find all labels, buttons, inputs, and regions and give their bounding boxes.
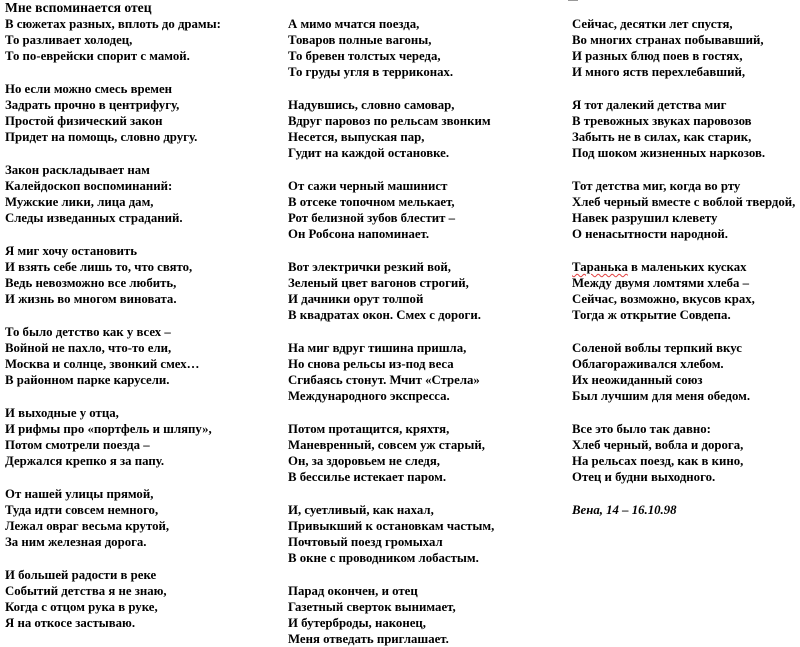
poem-line: Потом протащится, кряхтя, — [288, 422, 450, 436]
poem-line: И взять себе лишь то, что свято, — [5, 260, 193, 274]
stanza-gap — [288, 566, 558, 583]
poem-line: Лежал овраг весьма крутой, — [5, 519, 170, 533]
poem-line: Надувшись, словно самовар, — [288, 98, 455, 112]
poem-line: В окне с проводником лобастым. — [288, 551, 479, 565]
poem-line: Соленой воблы терпкий вкус — [572, 341, 742, 355]
poem-line: Меня отведать приглашает. — [288, 632, 449, 646]
stanza — [5, 567, 275, 631]
poem-line: Придет на помощь, словно другу. — [5, 130, 198, 144]
stanza — [5, 324, 275, 388]
stanza — [5, 81, 275, 145]
poem-line: Сейчас, десятки лет спустя, — [572, 17, 733, 31]
poem-line: А мимо мчатся поезда, — [288, 17, 420, 31]
top-rule — [568, 0, 578, 1]
stanza-gap — [5, 64, 275, 81]
poem-line: В бессилье истекает паром. — [288, 470, 447, 484]
stanza-gap — [5, 226, 275, 243]
poem-line: Когда с отцом рука в руке, — [5, 600, 158, 614]
poem-line: Во многих странах побывавший, — [572, 33, 764, 47]
stanza — [572, 259, 800, 323]
poem-line: Простой физический закон — [5, 114, 163, 128]
poem-line: Рот белизной зубов блестит – — [288, 211, 456, 225]
signature-date: Вена, 14 – 16.10.98 — [572, 503, 677, 517]
stanza — [288, 259, 558, 323]
poem-line: И дачники орут толпой — [288, 292, 424, 306]
poem-line: Все это было так давно: — [572, 422, 711, 436]
poem-column-2 — [288, 16, 558, 647]
stanza-gap — [572, 161, 800, 178]
poem-line: То груды угля в терриконах. — [288, 65, 454, 79]
poem-line: Он Робсона напоминает. — [288, 227, 430, 241]
stanza-gap — [572, 80, 800, 97]
poem-line: Ведь невозможно все любить, — [5, 276, 177, 290]
poem-line: На миг вдруг тишина пришла, — [288, 341, 467, 355]
stanza — [5, 162, 275, 226]
stanza — [288, 16, 558, 80]
stanza — [572, 178, 800, 242]
poem-line: От сажи черный машинист — [288, 179, 448, 193]
stanza-gap — [288, 242, 558, 259]
poem-line: Я тот далекий детства миг — [572, 98, 727, 112]
poem-line: И, суетливый, как нахал, — [288, 503, 434, 517]
poem-line: В сюжетах разных, вплоть до драмы: — [5, 17, 221, 31]
poem-line: Был лучшим для меня обедом. — [572, 389, 751, 403]
poem-line: В отсеке топочном мелькает, — [288, 195, 455, 209]
poem-line: То разливает холодец, — [5, 33, 133, 47]
poem-line: Держался крепко я за папу. — [5, 454, 165, 468]
poem-line: Газетный сверток вынимает, — [288, 600, 456, 614]
poem-line: И большей радости в реке — [5, 568, 157, 582]
poem-line: Международного экспресса. — [288, 389, 450, 403]
stanza-gap — [288, 404, 558, 421]
poem-line: Хлеб черный, вобла и дорога, — [572, 438, 744, 452]
poem-line: И разных блюд поев в гостях, — [572, 49, 743, 63]
stanza — [288, 97, 558, 161]
poem-line: Тогда ж открытие Совдепа. — [572, 308, 731, 322]
stanza-gap — [288, 323, 558, 340]
poem-line: И бутерброды, наконец, — [288, 616, 426, 630]
stanza-gap — [5, 550, 275, 567]
poem-line: Облагораживался хлебом. — [572, 357, 724, 371]
poem-line: Вдруг паровоз по рельсам звонким — [288, 114, 491, 128]
poem-line: Сгибаясь стонут. Мчит «Стрела» — [288, 373, 480, 387]
poem-line: То по-еврейски спорит с мамой. — [5, 49, 190, 63]
poem-line: Мужские лики, лица дам, — [5, 195, 154, 209]
stanza-gap — [5, 388, 275, 405]
poem-line: И выходные у отца, — [5, 406, 119, 420]
poem-line: За ним железная дорога. — [5, 535, 147, 549]
poem-line: Вот электрички резкий вой, — [288, 260, 451, 274]
poem-line: Между двумя ломтями хлеба – — [572, 276, 749, 290]
stanza — [5, 16, 275, 64]
stanza — [572, 16, 800, 80]
stanza — [288, 340, 558, 404]
stanza-gap — [572, 485, 800, 502]
poem-line: Отец и будни выходного. — [572, 470, 716, 484]
poem-line: То было детство как у всех – — [5, 325, 171, 339]
poem-column-1 — [5, 0, 275, 631]
poem-line: Привыкший к остановкам частым, — [288, 519, 495, 533]
poem-line: То бревен толстых череда, — [288, 49, 441, 63]
poem-line: Хлеб черный вместе с воблой твердой, — [572, 195, 796, 209]
poem-line: Войной не пахло, что-то ели, — [5, 341, 172, 355]
stanza — [288, 421, 558, 485]
poem-line: Зеленый цвет вагонов строгий, — [288, 276, 469, 290]
poem-line: Почтовый поезд громыхал — [288, 535, 443, 549]
poem-line: Калейдоскоп воспоминаний: — [5, 179, 173, 193]
poem-line: На рельсах поезд, как в кино, — [572, 454, 744, 468]
poem-line: И жизнь во многом виновата. — [5, 292, 177, 306]
stanza-gap — [5, 145, 275, 162]
poem-line: В районном парке карусели. — [5, 373, 170, 387]
poem-line: Следы изведанных страданий. — [5, 211, 183, 225]
stanza — [572, 97, 800, 161]
poem-line: В тревожных звуках паровозов — [572, 114, 752, 128]
poem-line: Я на откосе застываю. — [5, 616, 136, 630]
poem-line: Гудит на каждой остановке. — [288, 146, 450, 160]
poem-line: Под шоком жизненных наркозов. — [572, 146, 766, 160]
poem-line: Туда идти совсем немного, — [5, 503, 159, 517]
poem-line: Но если можно смесь времен — [5, 82, 173, 96]
stanza-gap — [288, 485, 558, 502]
poem-line: Но снова рельсы из-под веса — [288, 357, 454, 371]
stanza — [5, 243, 275, 307]
poem-line: Навек разрушил клевету — [572, 211, 718, 225]
poem-line: Забыть не в силах, как старик, — [572, 130, 752, 144]
poem-column-3 — [572, 16, 800, 518]
stanza — [572, 421, 800, 485]
stanza-gap — [572, 404, 800, 421]
stanza-gap — [5, 307, 275, 324]
spellcheck-word: Таранька — [572, 260, 628, 274]
stanza-gap — [5, 469, 275, 486]
poem-line: Таранька в маленьких кусках — [572, 260, 747, 274]
stanza — [288, 583, 558, 647]
stanza — [5, 405, 275, 469]
stanza — [5, 486, 275, 550]
stanza-gap — [572, 242, 800, 259]
poem-line: Тот детства миг, когда во рту — [572, 179, 741, 193]
stanza-gap — [572, 323, 800, 340]
poem-line: От нашей улицы прямой, — [5, 487, 154, 501]
poem-line: В квадратах окон. Смех с дороги. — [288, 308, 481, 322]
poem-line: И рифмы про «портфель и шляпу», — [5, 422, 212, 436]
poem-line: Я миг хочу остановить — [5, 244, 138, 258]
poem-line: Несется, выпуская пар, — [288, 130, 425, 144]
poem-line: Их неожиданный союз — [572, 373, 703, 387]
poem-line: О ненасытности народной. — [572, 227, 728, 241]
poem-line: Закон раскладывает нам — [5, 163, 150, 177]
poem-line: Маневренный, совсем уж старый, — [288, 438, 485, 452]
poem-line: Москва и солнце, звонкий смех… — [5, 357, 200, 371]
poem-line: Сейчас, возможно, вкусов крах, — [572, 292, 755, 306]
poem-line: Задрать прочно в центрифугу, — [5, 98, 180, 112]
stanza — [288, 178, 558, 242]
poem-line: Событий детства я не знаю, — [5, 584, 167, 598]
poem-line: Он, за здоровьем не следя, — [288, 454, 440, 468]
poem-line: Товаров полные вагоны, — [288, 33, 432, 47]
stanza-gap — [288, 161, 558, 178]
stanza-gap — [288, 80, 558, 97]
stanza — [288, 502, 558, 566]
poem-line: И много яств перехлебавший, — [572, 65, 746, 79]
poem-line: Потом смотрели поезда – — [5, 438, 150, 452]
stanza — [572, 340, 800, 404]
poem-line: Парад окончен, и отец — [288, 584, 418, 598]
poem-title: Мне вспоминается отец — [5, 0, 152, 15]
